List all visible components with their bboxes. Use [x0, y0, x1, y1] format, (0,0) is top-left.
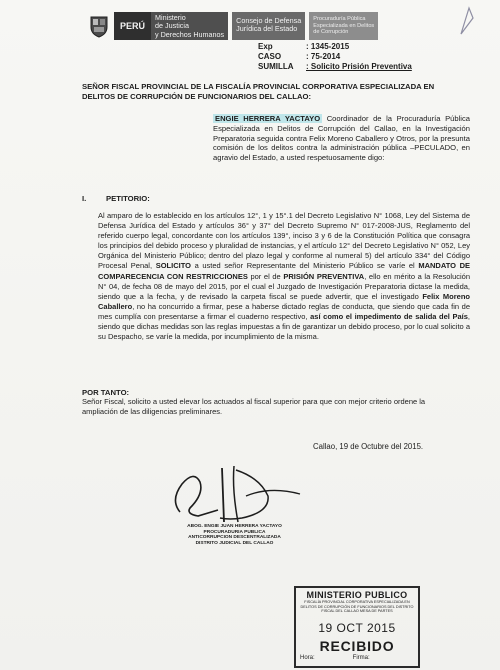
handwritten-signature — [160, 460, 310, 530]
council-line: Jurídica del Estado — [236, 24, 298, 34]
petitorio-bold: SOLICITO — [155, 261, 191, 271]
council-line: Consejo de Defensa — [236, 16, 302, 25]
por-tanto-paragraph: Señor Fiscal, solicito a usted elevar los actuados al fiscal superior para que con mejor criterio ordene la ampliación de las diligencias preliminares. — [82, 397, 426, 416]
petitorio-text: por el de — [247, 271, 284, 281]
petitorio-text: , siendo que dichas medidas son las reglas impuestas a fin de garantizar un debido proceso, por lo cual solicito a su Despacho, se varíe la medida, por incumplimiento de la misma. — [98, 311, 470, 342]
section-title: PETITORIO: — [106, 194, 150, 203]
petitorio-paragraph — [98, 211, 470, 342]
caso-value: : 75-2014 — [306, 52, 341, 61]
ministry-line: y Derechos Humanos — [155, 29, 225, 39]
ministry-label — [151, 12, 228, 40]
intro-paragraph — [213, 114, 470, 163]
caso-label: CASO — [258, 52, 282, 61]
letterhead — [88, 12, 378, 40]
ministry-line: de Justicia — [155, 21, 189, 31]
stamp-date: 19 OCT 2015 — [318, 620, 396, 635]
petitorio-text: , no ha concurrido a firmar, pese a haberse dictado reglas de conducta, que siendo que cada fin de mes cumplía con presentarse a firmar el cuaderno respectivo, — [98, 301, 470, 321]
stamp-subtitle: FISCALÍA PROVINCIAL CORPORATIVA ESPECIALIZADA EN DELITOS DE CORRUPCIÓN DE FUNCIONARIOS DEL DISTRITO FISCAL DEL CALLAO MESA DE PARTES — [300, 600, 414, 613]
intro-text: Coordinador de la Procuraduría Pública Especializada en Delitos de Corrupción del Callao, en la Investigación Preparatoria seguida contra Felix Moreno Caballero y Otros, por la presunta comisión de los delitos contra la administración pública –PECULADO, en agravio del Estado, a usted respetuosamente digo: — [213, 114, 470, 163]
signature-line: PROCURADURIA PUBLICA — [203, 529, 266, 535]
signature-line: ABOG. ENGIE JUAN HERRERA YACTAYO — [187, 524, 282, 529]
exp-label: Exp — [258, 42, 273, 51]
stamp-footer — [296, 655, 418, 661]
stamp-title: MINISTERIO PUBLICO — [306, 590, 408, 600]
date-line: Callao, 19 de Octubre del 2015. — [313, 442, 424, 451]
petitorio-bold: MANDATO DE COMPARECENCIA CON RESTRICCIONES — [98, 261, 471, 281]
stamp-firma-label: Firma: — [352, 654, 370, 661]
petitorio-bold: PRISIÓN PREVENTIVA — [283, 271, 365, 281]
por-tanto-heading: POR TANTO: — [82, 388, 130, 397]
signature-line: ANTICORRUPCION DESCENTRALIZADA — [188, 535, 281, 541]
procuraduria-line: Especializada en Delitos — [313, 22, 375, 29]
reception-stamp — [294, 586, 420, 668]
coat-of-arms-icon — [88, 14, 110, 38]
procuraduria-label — [309, 12, 378, 40]
stamp-status: RECIBIDO — [319, 637, 395, 654]
petitorio-text: , ello en mérito a la Resolución N° 04, de fecha 08 de mayo del 2015, por el cual el Juzgado de Investigación Preparatoria dictase la medida, siendo que a la fecha, y de revisado la carpeta fiscal se puede advertir, que el investigado — [98, 271, 470, 301]
country-label: PERÚ — [114, 12, 151, 40]
sender-name: ENGIE HERRERA YACTAYO — [215, 114, 321, 123]
addressee: SEÑOR FISCAL PROVINCIAL DE LA FISCALÍA PROVINCIAL CORPORATIVA ESPECIALIZADA EN DELITOS DE CORRUPCIÓN DE FUNCIONARIOS DEL CALLAO: — [82, 82, 435, 101]
ministry-line: Ministerio — [155, 13, 186, 22]
petitorio-text: Al amparo de lo establecido en los artículos 12°, 1 y 15°.1 del Decreto Legislativo N° 1068, Ley del Sistema de Defensa Jurídica del Estado y artículos 36° y 37° del Decreto Supremo N° 017-2008-JUS, Reglamento del referido cuerpo legal, concordante con los artículos 139°, inciso 3 y 6 de la Constitución Política que consagra los principios del debido proceso y pluralidad de instancias, y el artículo 12° del Decreto Legislativo N° 052, Ley Orgánica del Ministerio Público; dentro del plazo legal y conforme al numeral 5) del artículo 334° del Código Procesal Penal, — [98, 211, 470, 271]
procuraduria-line: Procuraduría Pública — [313, 16, 366, 22]
petitorio-text: a usted señor Representante del Ministerio Público se varíe el — [190, 261, 419, 271]
procuraduria-line: de Corrupción — [313, 29, 349, 36]
pen-mark-icon — [455, 4, 481, 38]
sumilla-value: : Solicito Prisión Preventiva — [306, 62, 412, 71]
signature-line: DISTRITO JUDICIAL DEL CALLAO — [195, 541, 274, 547]
petitorio-bold: así como el impedimento de salida del País — [310, 311, 468, 321]
section-heading — [82, 194, 150, 203]
signature-block — [172, 524, 297, 547]
exp-value: : 1345-2015 — [306, 42, 350, 51]
petitorio-bold: Felix Moreno Caballero — [98, 291, 470, 311]
sumilla-label: SUMILLA — [258, 62, 294, 71]
reference-block — [258, 42, 412, 72]
council-label — [232, 12, 305, 40]
stamp-hora-label: Hora: — [300, 654, 315, 661]
section-number: I. — [82, 194, 87, 203]
